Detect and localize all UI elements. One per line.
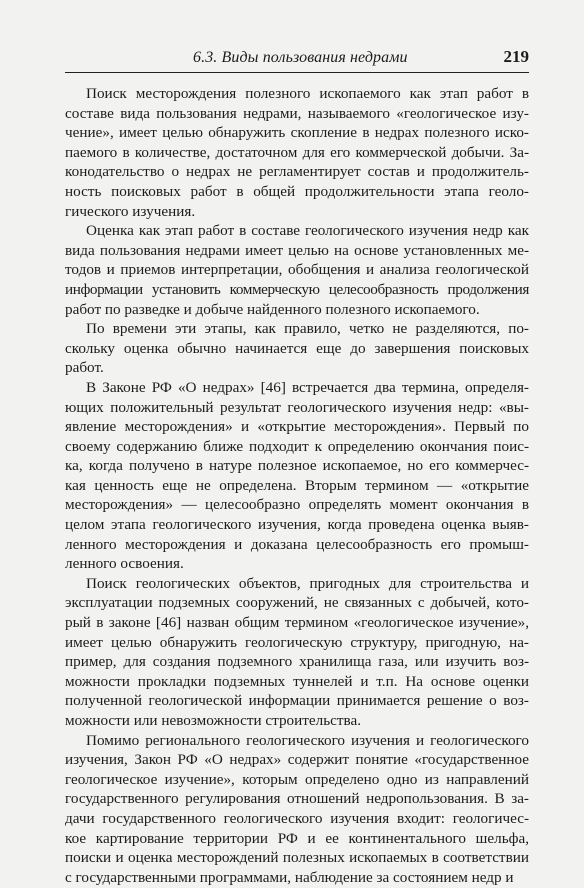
- text-line: паемого в количестве, достаточном для его коммерческой добычи. За-: [65, 143, 529, 161]
- text-line: ленного освоения.: [65, 555, 184, 573]
- paragraph: [65, 378, 529, 574]
- text-line: По времени эти этапы, как правило, четко не разделяются, по-: [86, 320, 529, 338]
- text-line: поиски и оценка месторождений полезных ископаемых в соответствии: [65, 849, 529, 867]
- text-line: государственного регулирования отношений недропользования. В за-: [65, 790, 529, 808]
- text-line: можности или невозможности строительства.: [65, 712, 362, 729]
- paragraph: [65, 221, 529, 319]
- text-line: геологическое изучение», которым определено одно из направлений: [65, 770, 529, 788]
- text-line: кое картирование территории РФ и ее континентального шельфа,: [65, 829, 529, 847]
- text-line: месторождения» — целесообразно определять момент окончания в: [65, 496, 529, 514]
- text-line: явление месторождения» и «открытие месторождения». Первый по: [65, 418, 529, 436]
- text-line: чение», имеет целью обнаружить скопление в недрах полезного иско-: [65, 124, 529, 142]
- paragraph: [65, 731, 529, 888]
- text-line: можности прокладки подземных туннелей и т.п. На основе оценки: [65, 672, 529, 690]
- text-line: составе вида пользования недрами, называемого «геологическое изу-: [65, 104, 529, 122]
- text-line: эксплуатации подземных сооружений, не связанных с добычей, кото-: [65, 594, 529, 612]
- text-line: В Законе РФ «О недрах» [46] встречается два термина, определя-: [86, 378, 529, 396]
- text-line: дачи государственного геологического изучения входит: геологичес-: [65, 809, 529, 827]
- paragraph: [65, 319, 529, 378]
- text-line: гического изучения.: [65, 202, 196, 220]
- text-line: конодательство о недрах не регламентирует состав и продолжитель-: [65, 163, 529, 181]
- text-line: Оценка как этап работ в составе геологического изучения недр как: [86, 222, 529, 240]
- text-line: своему содержанию ближе подходит к определению окончания поис-: [65, 437, 529, 455]
- text-line: имеет целью обнаружить геологическую структуру, пригодную, на-: [65, 633, 529, 651]
- text-line: ка, когда получено в натуре полезное ископаемое, но его коммерчес-: [65, 457, 529, 475]
- text-line: вида пользования недрами имеет целью на основе установленных ме-: [65, 241, 529, 259]
- text-line: кая ценность еще не определена. Вторым термином — «открытие: [65, 476, 529, 494]
- text-line: полученной геологической информации принимается решение о воз-: [65, 692, 529, 710]
- text-line: ность поисковых работ в общей продолжительности этапа геоло-: [65, 182, 529, 200]
- text-line: Поиск геологических объектов, пригодных для строительства и: [86, 574, 529, 592]
- page-header: [65, 44, 529, 73]
- text-line: работ.: [65, 359, 104, 377]
- text-line: целом этапа геологического изучения, когда проведена оценка выяв-: [65, 516, 529, 534]
- body-text: [65, 84, 529, 887]
- text-line: Поиск месторождения полезного ископаемого как этап работ в: [86, 85, 529, 102]
- text-line: ющих положительный результат геологического изучения недр: «вы-: [65, 398, 529, 416]
- running-title: 6.3. Виды пользования недрами: [193, 49, 408, 66]
- text-line: тодов и приемов интерпретации, обобщения и анализа геологической: [65, 261, 529, 279]
- text-line: с государственными программами, наблюдение за состоянием недр и: [65, 868, 514, 886]
- text-line: информации установить коммерческую целесообразность продолжения: [65, 280, 529, 298]
- text-line: пример, для создания подземного хранилища газа, или изучить воз-: [65, 653, 529, 671]
- page-number: 219: [503, 47, 529, 66]
- text-line: рый в законе [46] назван общим термином «геологическое изучение»,: [65, 614, 529, 632]
- paragraph: [65, 574, 529, 731]
- text-line: скольку оценка обычно начинается еще до завершения поисковых: [65, 339, 529, 357]
- paragraph: [65, 84, 529, 221]
- text-line: ленного месторождения и доказана целесообразность его промыш-: [65, 535, 529, 553]
- text-line: работ по разведке и добыче найденного полезного ископаемого.: [65, 300, 480, 318]
- text-line: Помимо регионального геологического изучения и геологического: [86, 731, 529, 749]
- text-line: изучения, Закон РФ «О недрах» содержит понятие «государственное: [65, 751, 529, 769]
